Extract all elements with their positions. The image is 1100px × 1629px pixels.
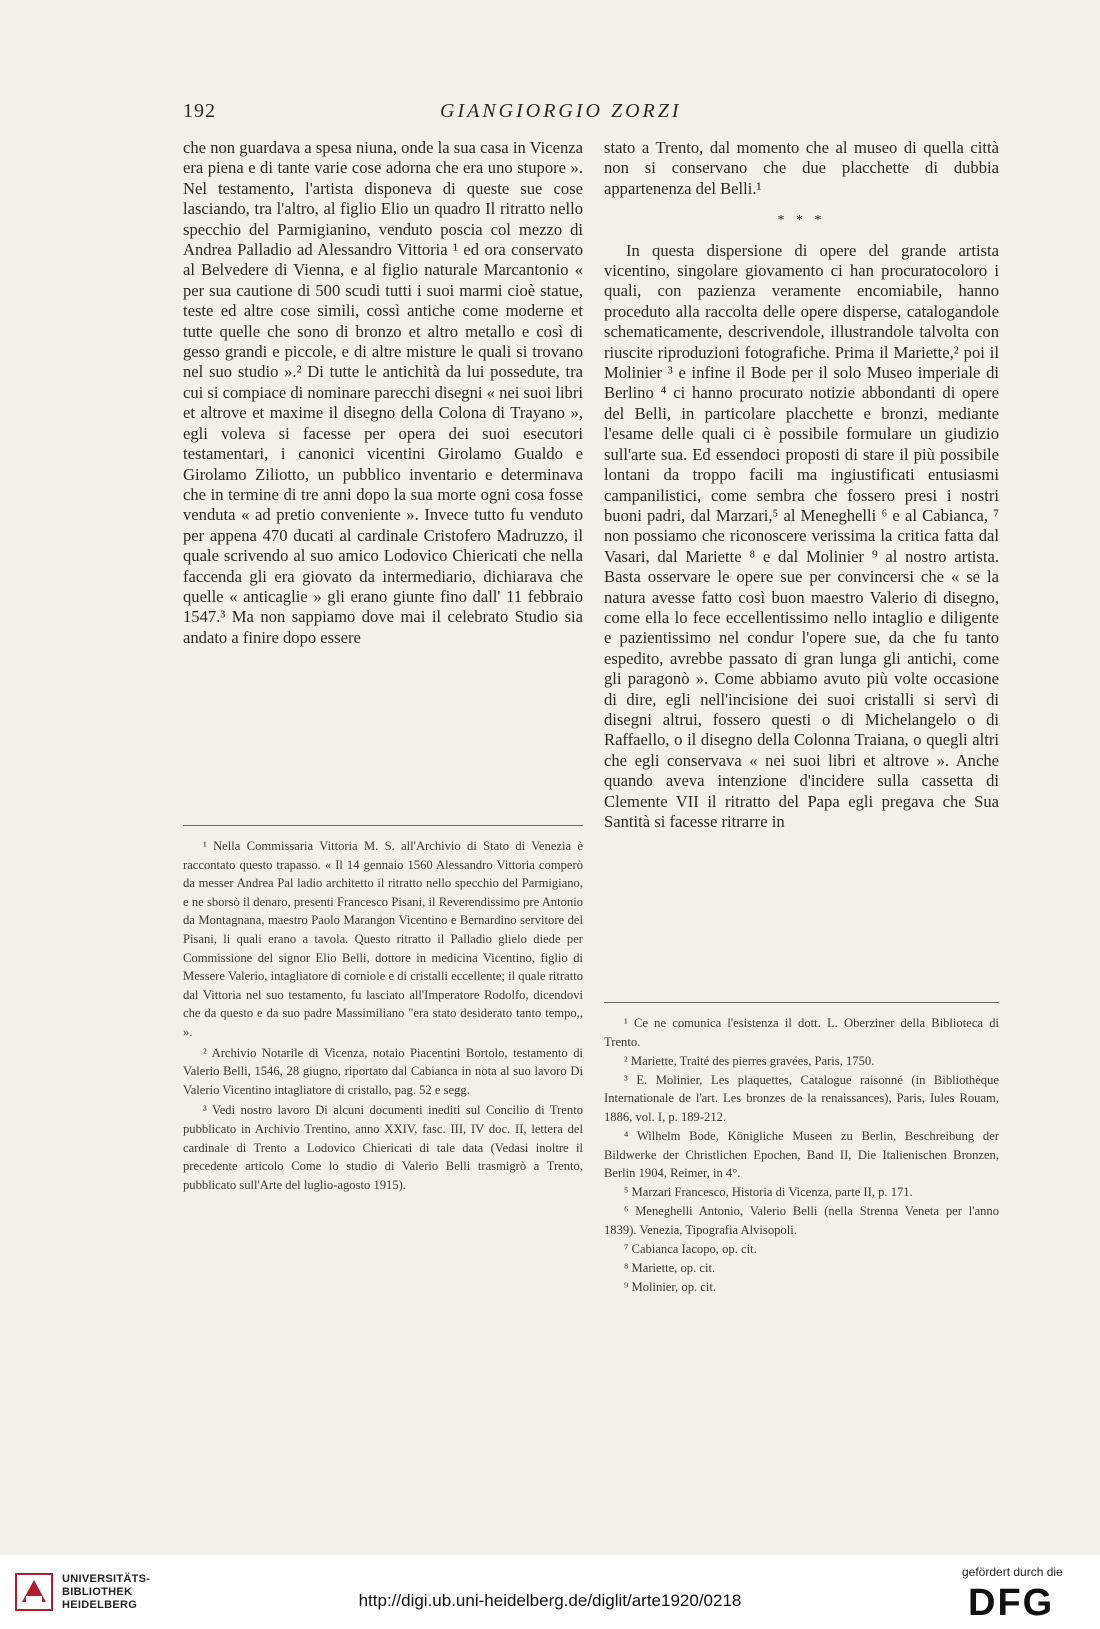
right-column-paragraph-2: In questa dispersione di opere del grande artista vicentino, singolare giovamento ci han procuratocoloro i quali, con pazienza veramente encomiabile, hanno proceduto alla raccolta delle opere disperse, catalogandole schematicamente, descrivendole, illustrandole talvolta con riuscite riproduzioni fotografiche. Prima il Mariette,² poi il Molinier ³ e infine il Bode per il solo Museo imperiale di Berlino ⁴ ci hanno procurato notizie abbondanti di opere del Belli, in particolare placchette e bronzi, mediante l'esame delle quali ci è possibile formulare un giudizio sull'arte sua. Ed essendoci proposti di stare il più possibile lontani da troppo facili ma ingiustificati entusiasmi campanilistici, come sembra che fossero presi i nostri buoni padri, dal Marzari,⁵ al Meneghelli ⁶ e al Cabianca, ⁷ non possiamo che riconoscere verissima la critica fatta dal Vasari, dal Mariette ⁸ e dal Molinier ⁹ al nostro artista. Basta osservare le opere sue per convincersi che « se la natura avesse fatto così buon maestro Valerio di disegno, come ella lo fece eccellentissimo nello intaglio e diligente e pazientissimo nel condur l'opere sue, da che fu tanto espedito, avrebbe passato di gran lunga gli antichi, come gli paragonò ». Come abbiamo avuto più volte occasione di dire, egli nell'incisione dei suoi cristalli si servì di disegni altrui, fossero questi o di Michelangelo o di Raffaello, o il disegno della Colonna Traiana, o quegli altri che egli conservava « nei suoi libri et altrove ». Anche quando aveva intenzione d'incidere sulla cassetta di Clemente VII il ritratto del Papa egli pregava che Sua Santità si facesse ritrarre in <box>604 240 999 831</box>
footnotes-right <box>604 1014 999 1297</box>
right-column-paragraph-1: stato a Trento, dal momento che al museo di quella città non si conservano che due placchette di dubbia appartenenza del Belli.¹ <box>604 138 999 198</box>
permalink-url[interactable]: http://digi.ub.uni-heidelberg.de/diglit/arte1920/0218 <box>358 1591 742 1610</box>
footnote-right-8: ⁸ Mariette, op. cit. <box>624 1261 716 1276</box>
library-name-line-2: BIBLIOTHEK <box>62 1586 133 1598</box>
footnote-left-1: ¹ Nella Commissaria Vittoria M. S. all'Archivio di Stato di Venezia è raccontato questo trapasso. « Il 14 gennaio 1560 Alessandro Vittoria comperò da messer Andrea Pal ladio architetto il ritratto nello specchio del Parmigiano, e ne sborsò il denaro, presenti Francesco Pisani, il Reverendissimo pre Antonio da Montagnana, maestro Paolo Marangon Vicentino e Bernardino servitore del Pisani, li quali erano a tavola. Questo ritratto il Palladio glielo diede per Commissione del signor Elio Belli, dottore in medicina Vicentino, figlio di Messere Valerio, intagliatore di corniole e di cristalli eccellente; il quale ritratto dal Vittoria nel suo testamento, fu lasciato all'Imperatore Rodolfo, dicendovi che da questo e da suo padre Massimiliano "era stato desiderato tanto tempo,, ». <box>183 839 583 1039</box>
footnote-right-7: ⁷ Cabianca Iacopo, op. cit. <box>624 1242 757 1257</box>
page-number: 192 <box>183 100 216 122</box>
footnote-right-6: ⁶ Meneghelli Antonio, Valerio Belli (nella Strenna Veneta per l'anno 1839). Venezia, Tipografia Alvisopoli. <box>604 1204 999 1238</box>
library-name-line-3: HEIDELBERG <box>62 1599 138 1611</box>
footnote-right-3: ³ E. Molinier, Les plaquettes, Catalogue raisonné (in Bibliothèque Internationale de l'art. Les bronzes de la renaissances), Paris, Iules Rouam, 1886, vol. I, p. 189-212. <box>604 1072 999 1124</box>
footnotes-left <box>183 837 583 1196</box>
footnote-left-2: ² Archivio Notarile di Vicenza, notaio Piacentini Bortolo, testamento di Valerio Belli, 1546, 28 giugno, riportato dal Cabianca in nota al suo lavoro Di Valerio Vicentino intagliatore di cristallo, pag. 52 e segg. <box>183 1045 583 1097</box>
dfg-logo: DFG <box>968 1582 1055 1624</box>
footnote-right-5: ⁵ Marzari Francesco, Historia di Vicenza, parte II, p. 171. <box>624 1185 913 1200</box>
footnote-right-9: ⁹ Molinier, op. cit. <box>624 1280 717 1295</box>
footnote-right-4: ⁴ Wilhelm Bode, Königliche Museen zu Berlin, Beschreibung der Bildwerke der Christlichen Epochen, Band II, Die Italienischen Bronzen, Berlin 1904, Reimer, in 4°. <box>604 1129 999 1181</box>
footnote-right-2: ² Mariette, Traité des pierres gravées, Paris, 1750. <box>624 1053 875 1068</box>
section-separator: * * * <box>777 213 826 229</box>
footnote-left-3: ³ Vedi nostro lavoro Di alcuni documenti inediti sul Concilio di Trento pubblicato in Archivio Trentino, anno XXIV, fasc. III, IV doc. II, lettera del cardinale di Trento a Lodovico Chiericati di tale data (Vedasi inoltre il precedente articolo Come lo studio di Valerio Belli trasmigrò a Trento, pubblicato sull'Arte del luglio-agosto 1915). <box>183 1103 583 1192</box>
library-name-line-1: UNIVERSITÄTS- <box>62 1573 151 1585</box>
left-column <box>183 138 583 648</box>
footnote-rule-right <box>604 1002 999 1003</box>
sponsor-caption: gefördert durch die <box>962 1565 1063 1579</box>
right-column <box>604 138 999 832</box>
footnote-right-1: ¹ Ce ne comunica l'esistenza il dott. L. Oberziner della Biblioteca di Trento. <box>604 1016 999 1049</box>
footnote-rule-left <box>183 825 583 826</box>
left-column-text: che non guardava a spesa niuna, onde la sua casa in Vicenza era piena e di tante varie cose adorna che era uno stupore ». Nel testamento, l'artista disponeva di queste sue cose lasciando, tra l'altro, al figlio Elio un quadro Il ritratto nello specchio del Parmigianino, venduto poscia col mezzo di Andrea Palladio ad Alessandro Vittoria ¹ ed ora conservato al Belvedere di Vienna, e al figlio naturale Marcantonio « per sua cautione di 500 scudi tutti i suoi marmi cioè statue, teste ed altre cose simili, cossì antiche come moderne et tutte quelle che sono di bronzo et altro metallo e così di gesso grandi e piccole, e di altre misture le quali si trovano nel suo studio ».² Di tutte le antichità da lui possedute, tra cui si compiace di nominare parecchi disegni « nei suoi libri et altrove et maxime il disegno della Colona di Trayano », egli voleva si facesse per opera dei suoi esecutori testamentari, i canonici vicentini Girolamo Gualdo e Girolamo Ziliotto, un pubblico inventario e determinava che in termine di tre anni dopo la sua morte ogni cosa fosse venduta « ad pretio conveniente ». Invece tutto fu venduto per appena 470 ducati al cardinale Cristofero Madruzzo, il quale scrivendo al suo amico Lodovico Chiericati che nella faccenda gli era giovato da intermediario, dichiarava che quelle « anticaglie » gli erano giunte fino dall' 11 febbraio 1547.³ Ma non sappiamo dove mai il celebrato Studio sia andato a finire dopo essere <box>183 138 583 647</box>
running-title: GIANGIORGIO ZORZI <box>440 100 682 122</box>
